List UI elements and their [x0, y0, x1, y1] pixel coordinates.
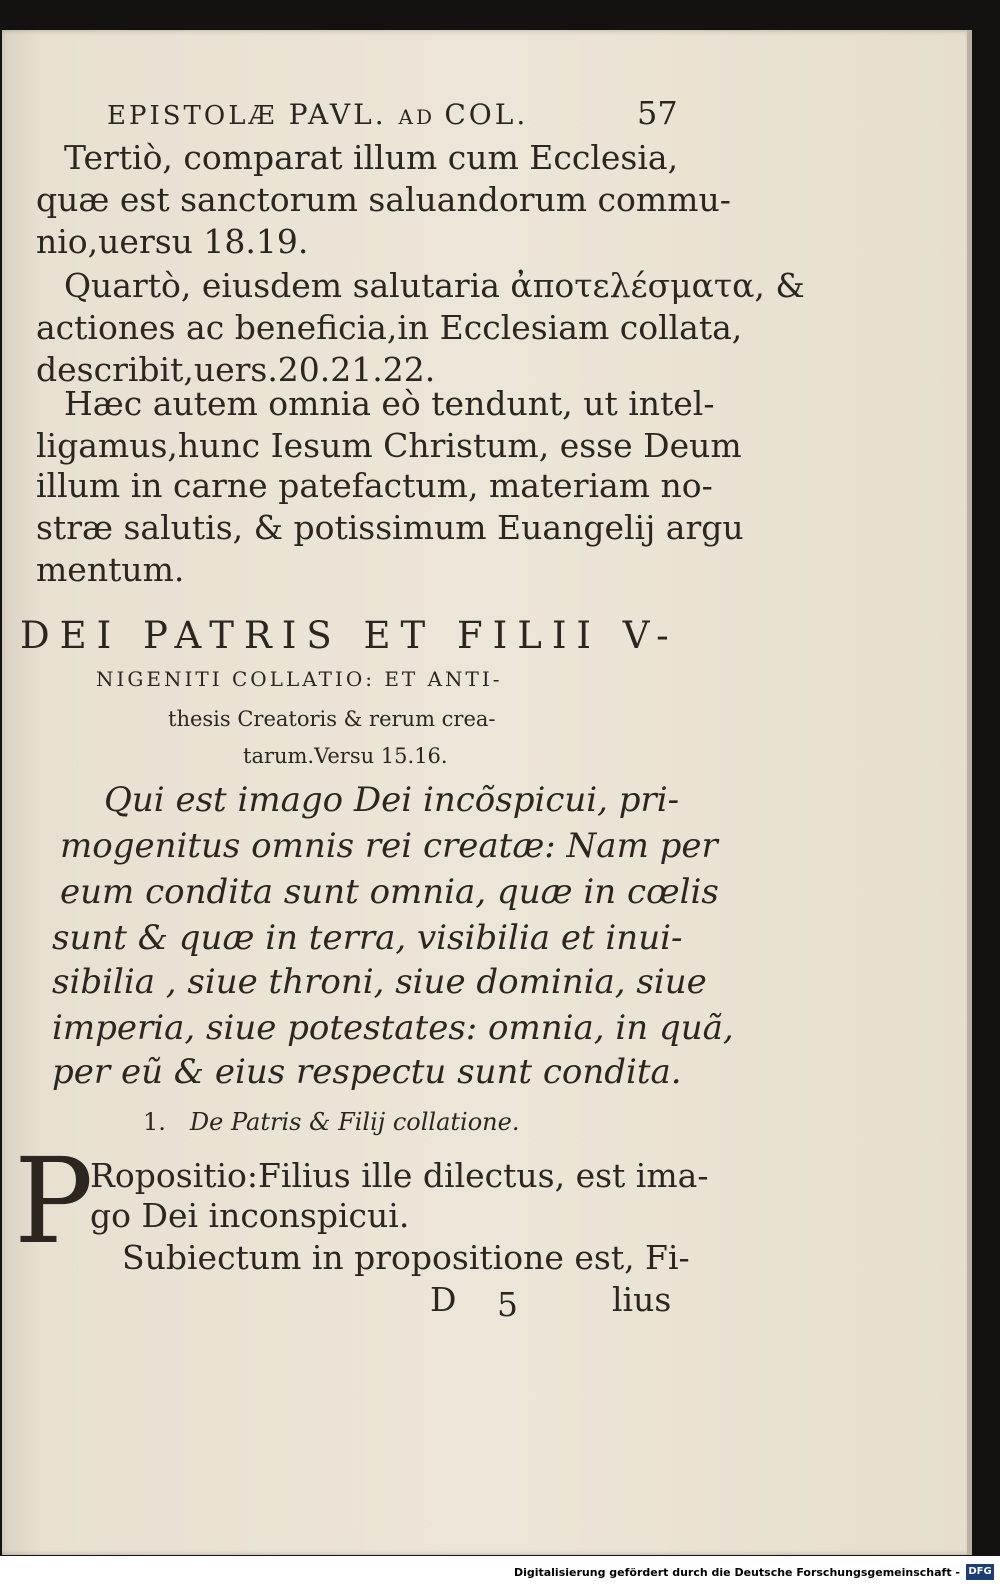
proposition-line-3: Subiectum in propositione est, Fi-: [122, 1238, 690, 1277]
subheading: [143, 1108, 519, 1136]
body-line-7: Hæc autem omnia eò tendunt, ut intel-: [64, 384, 715, 423]
caption-line-2: NIGENITI COLLATIO: ET ANTI-: [96, 667, 503, 691]
body-line-10: stræ salutis, & potissimum Euangelij argu: [36, 508, 744, 547]
verse-line-6: imperia, siue potestates: omnia, in quã,: [52, 1008, 734, 1048]
caption-line-4: tarum.Versu 15.16.: [243, 744, 448, 768]
signature-mark: D: [430, 1280, 457, 1319]
page-number: 57: [637, 94, 678, 132]
body-line-5: actiones ac beneficia,in Ecclesiam collata,: [36, 308, 743, 347]
verse-line-3: eum condita sunt omnia, quæ in cœlis: [60, 872, 719, 912]
body-line-11: mentum.: [36, 550, 185, 589]
caption-line-3: thesis Creatoris & rerum crea-: [168, 707, 496, 731]
body-line-1: Tertiò, comparat illum cum Ecclesia,: [64, 138, 679, 177]
funding-credit: Digitalisierung gefördert durch die Deutsche Forschungsgemeinschaft -: [513, 1566, 960, 1579]
caption-line-1: DEI PATRIS ET FILII V-: [20, 614, 679, 657]
catchword: lius: [612, 1280, 672, 1319]
verse-line-4: sunt & quæ in terra, visibilia et inui-: [52, 918, 683, 958]
running-title: EPISTOLÆ PAVL. AD COL.: [107, 98, 529, 131]
page-edge: [967, 30, 972, 1555]
verse-line-1: Qui est imago Dei incõspicui, pri-: [104, 780, 680, 820]
dfg-logo: DFG: [966, 1564, 994, 1580]
verse-line-7: per eũ & eius respectu sunt condita.: [52, 1052, 682, 1092]
proposition-line-1: Ropositio:Filius ille dilectus, est ima-: [90, 1156, 709, 1195]
signature-number: 5: [497, 1285, 518, 1324]
verse-line-2: mogenitus omnis rei creatæ: Nam per: [60, 826, 718, 866]
drop-cap: P: [14, 1132, 94, 1270]
footer-bar: [0, 1556, 1000, 1589]
body-line-3: nio,uersu 18.19.: [36, 222, 309, 261]
body-line-6: describit,uers.20.21.22.: [36, 350, 436, 389]
subheading-text: De Patris & Filij collatione.: [189, 1108, 520, 1136]
proposition-line-2: go Dei inconspicui.: [90, 1196, 410, 1235]
body-line-9: illum in carne patefactum, materiam no-: [36, 466, 713, 505]
subheading-number: 1.: [143, 1108, 166, 1136]
body-line-2: quæ est sanctorum saluandorum commu-: [36, 180, 731, 219]
body-line-4: Quartò, eiusdem salutaria ἀποτελέσματα, &: [64, 266, 805, 305]
verse-line-5: sibilia , siue throni, siue dominia, siue: [52, 962, 707, 1002]
body-line-8: ligamus,hunc Iesum Christum, esse Deum: [36, 426, 742, 465]
